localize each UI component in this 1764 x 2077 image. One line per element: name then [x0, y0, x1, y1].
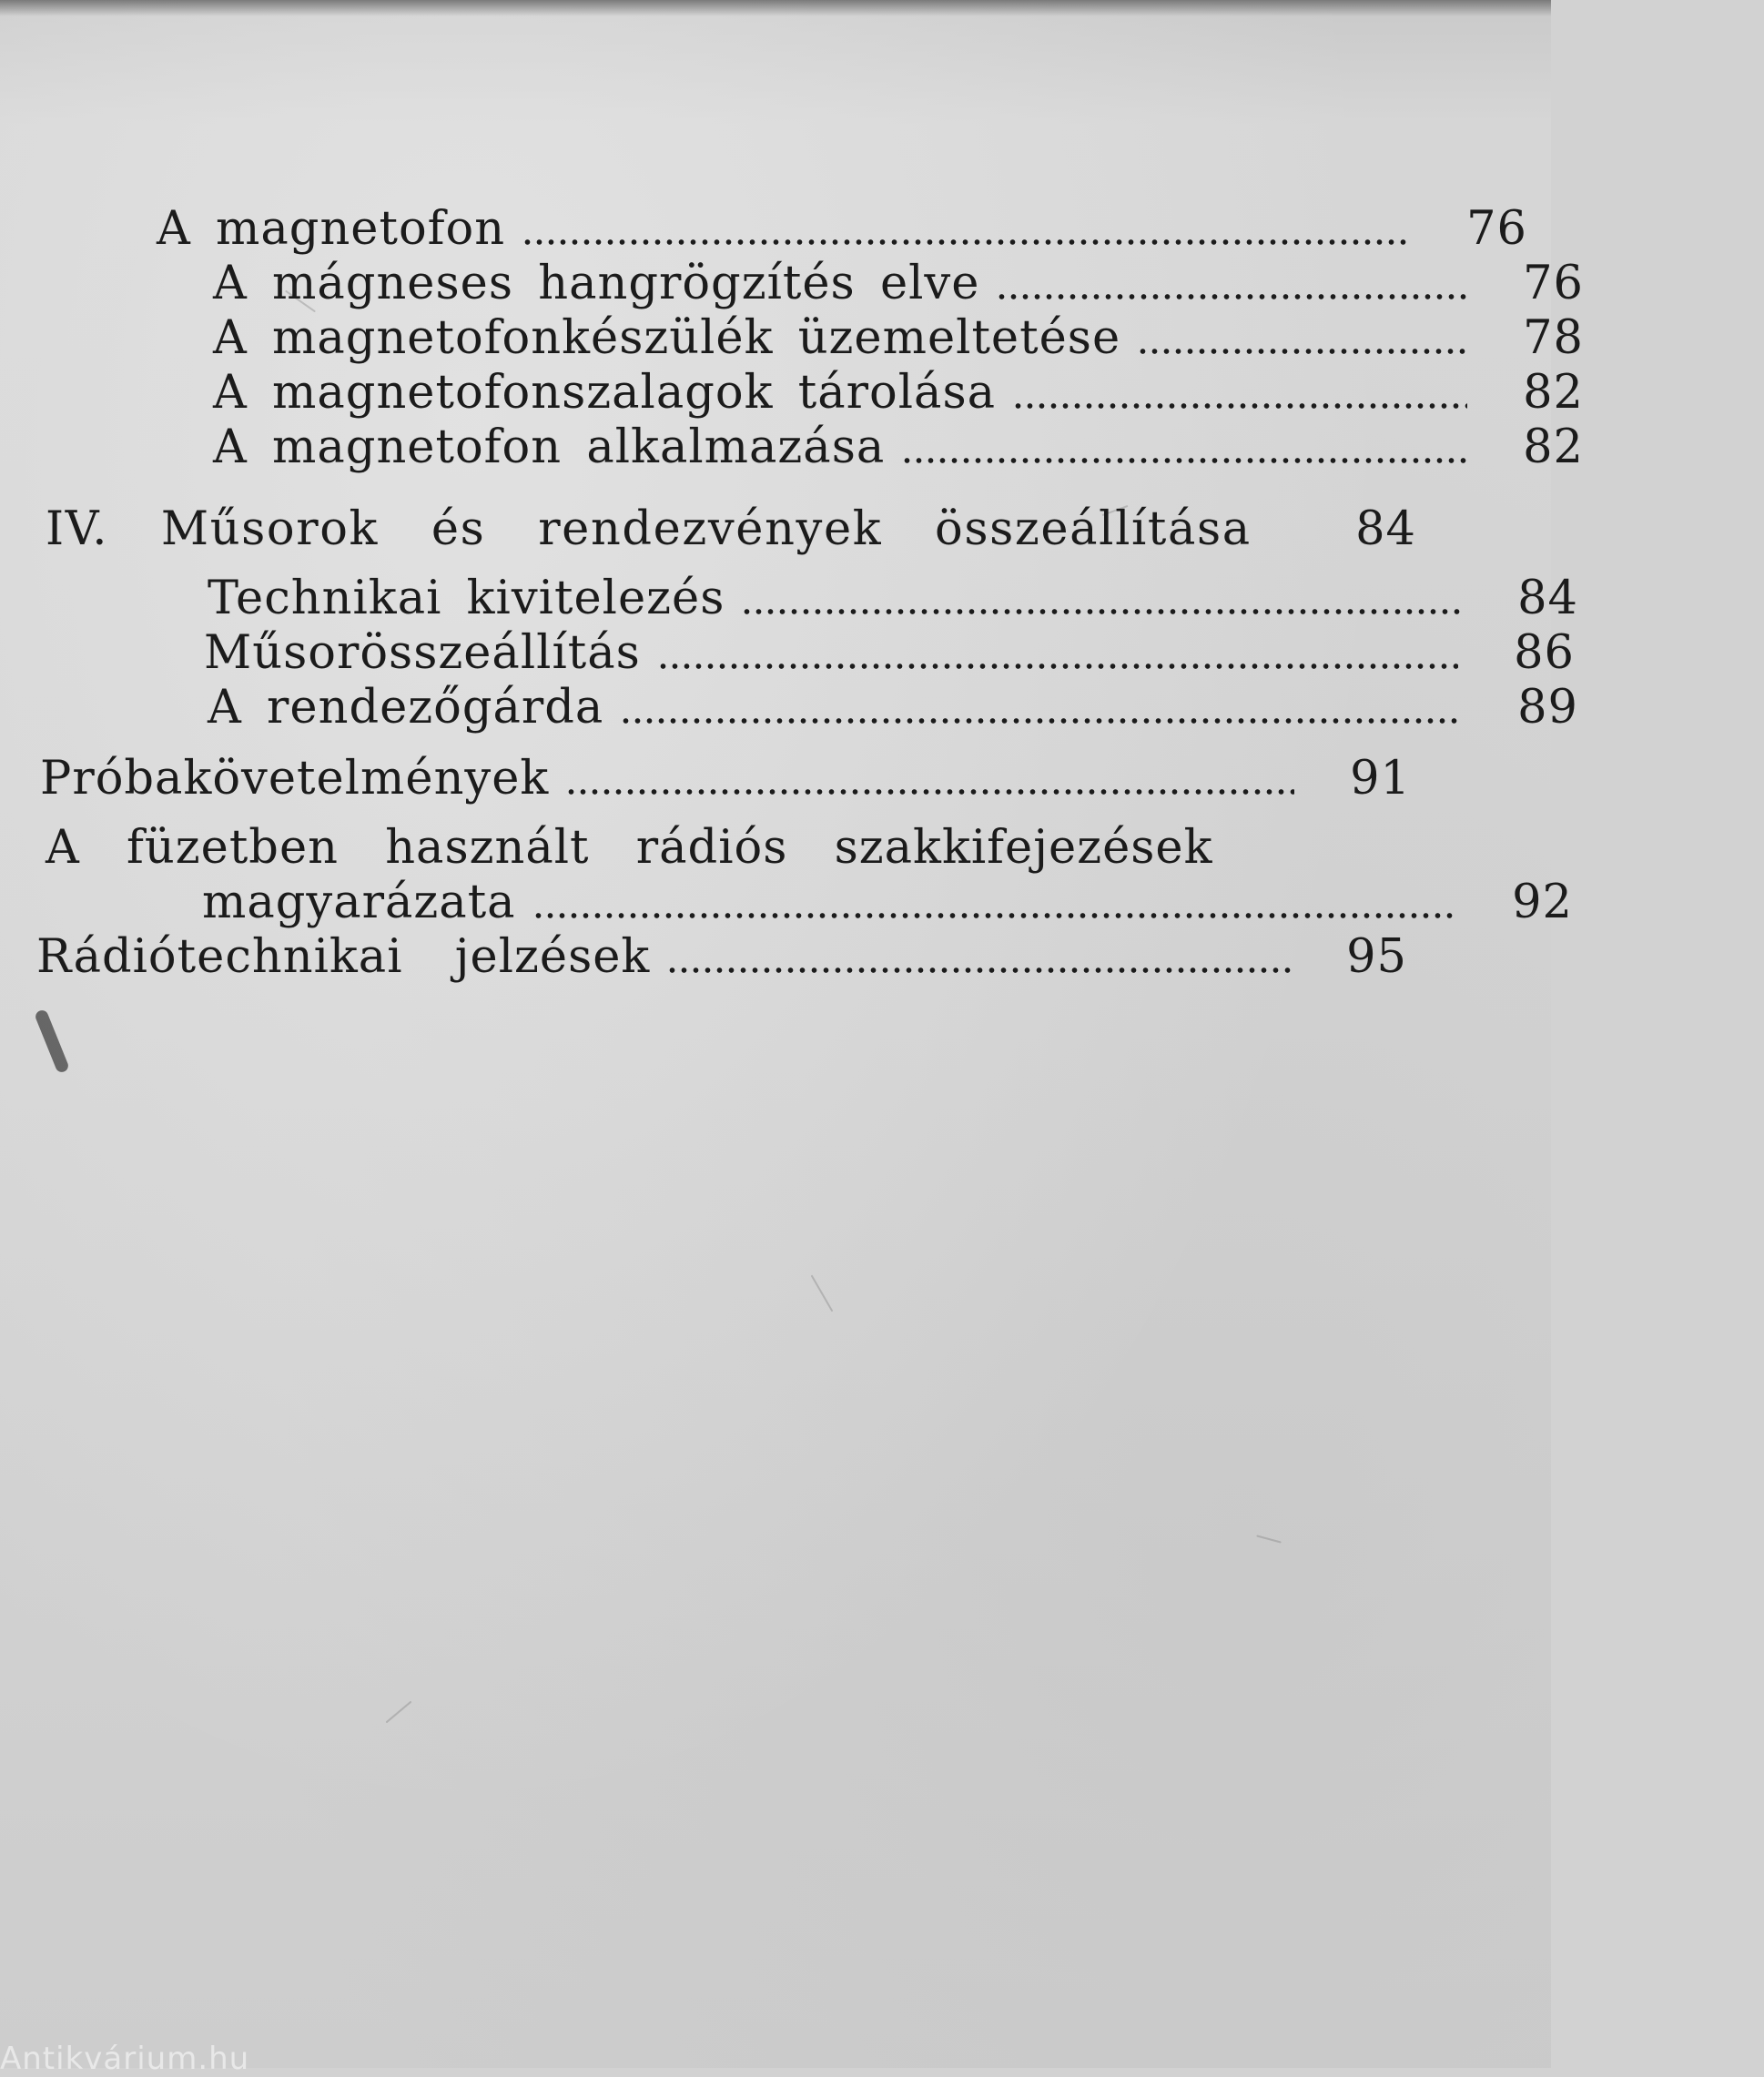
toc-entry-title: A magnetofon — [157, 202, 506, 256]
toc-entry — [0, 202, 1708, 257]
toc-entry-page: 91 — [1350, 752, 1411, 805]
toc-entry-title: Műsorösszeállítás — [204, 626, 641, 680]
toc-entry — [0, 311, 1764, 366]
toc-entry — [0, 572, 1759, 626]
toc-entry-page: 82 — [1523, 420, 1584, 474]
toc-entry-title: Technikai kivitelezés — [208, 572, 725, 625]
toc-entry-page: 78 — [1523, 311, 1584, 365]
toc-entry-continuation — [0, 876, 1753, 930]
toc-entry-title: A rendezőgárda — [208, 681, 604, 735]
toc-entry-page: 86 — [1514, 626, 1575, 680]
page-top-edge — [0, 0, 1551, 16]
toc-entry-title: A füzetben használt rádiós szakkifejezések — [46, 821, 1213, 875]
toc-entry — [0, 420, 1764, 475]
paper-fiber — [811, 1275, 834, 1312]
toc-leader-dots — [532, 912, 1456, 919]
toc-entry-title: A magnetofonkészülék üzemeltetése — [213, 311, 1121, 365]
paper-fiber — [386, 1701, 412, 1724]
toc-entry-page: 82 — [1523, 366, 1584, 420]
toc-leader-dots — [901, 457, 1467, 464]
toc-entry-title: A magnetofon alkalmazása — [213, 420, 886, 474]
toc-entry-title: Rádiótechnikai jelzések — [36, 930, 651, 984]
toc-chapter-entry — [0, 502, 1597, 557]
paper-fiber — [1256, 1535, 1282, 1543]
toc-leader-dots — [741, 608, 1462, 615]
toc-entry — [0, 681, 1759, 735]
toc-entry-page: 76 — [1523, 257, 1584, 310]
toc-entry-page: 89 — [1517, 681, 1578, 735]
toc-entry-page: 84 — [1355, 502, 1416, 556]
toc-leader-dots — [522, 238, 1411, 246]
toc-entry-page: 95 — [1346, 930, 1407, 984]
toc-leader-dots — [620, 717, 1462, 724]
ink-mark — [34, 1008, 70, 1074]
toc-entry-title: magyarázata — [202, 876, 516, 929]
toc-leader-dots — [996, 293, 1467, 300]
toc-entry-page: 92 — [1512, 876, 1573, 929]
watermark-logo: Antikvárium.hu — [0, 2041, 250, 2077]
toc-entry-page: 76 — [1466, 202, 1527, 256]
toc-entry-page: 84 — [1517, 572, 1578, 625]
toc-entry — [0, 821, 1597, 876]
toc-entry-title: IV. Műsorok és rendezvények összeállítása — [46, 502, 1252, 556]
toc-entry — [0, 366, 1764, 420]
toc-leader-dots — [565, 788, 1294, 795]
toc-entry-title: A mágneses hangrögzítés elve — [213, 257, 980, 310]
toc-entry — [0, 257, 1764, 311]
toc-entry-title: A magnetofonszalagok tárolása — [213, 366, 997, 420]
toc-leader-dots — [1137, 348, 1467, 355]
toc-leader-dots — [657, 663, 1458, 670]
toc-entry — [0, 626, 1755, 681]
toc-entry-title: Próbakövetelmények — [40, 752, 550, 805]
toc-entry — [0, 930, 1587, 985]
toc-leader-dots — [666, 967, 1291, 974]
toc-leader-dots — [1012, 402, 1467, 410]
toc-entry — [0, 752, 1591, 806]
